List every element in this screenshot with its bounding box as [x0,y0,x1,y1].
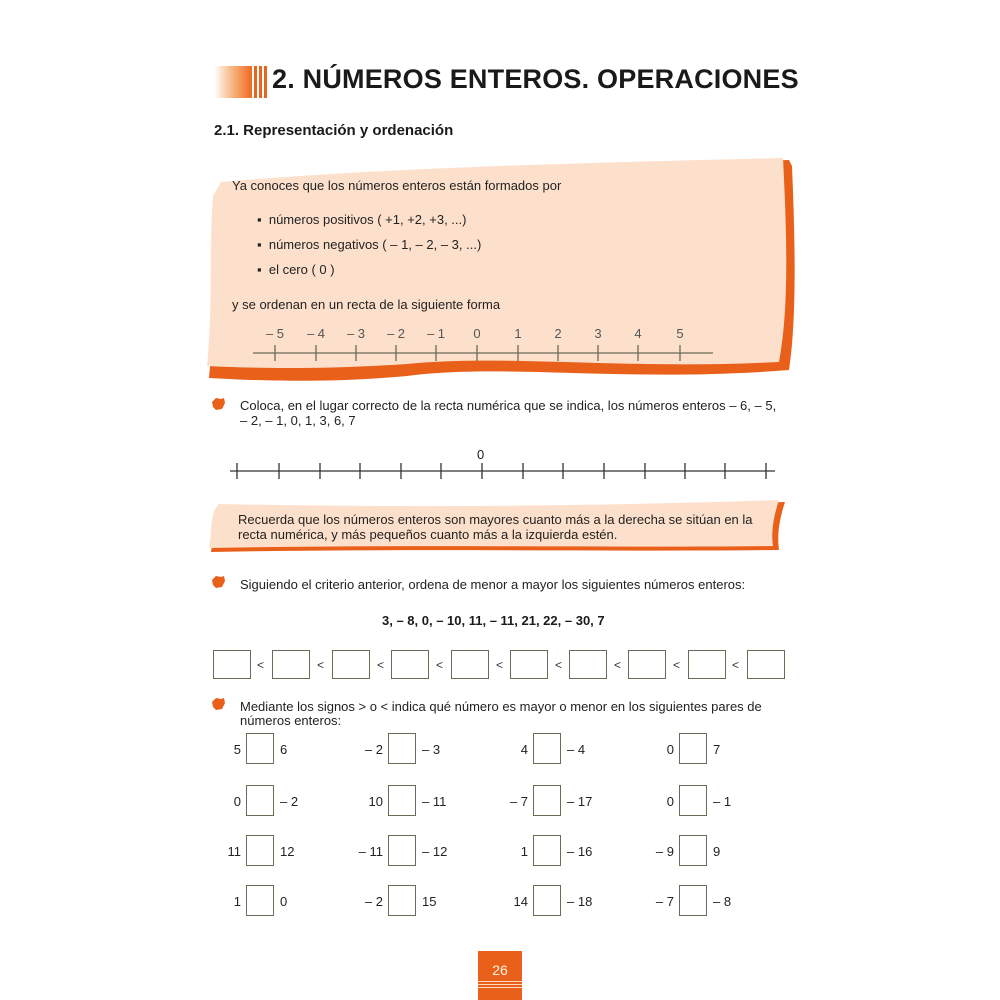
less-than-sign: < [436,658,444,672]
pair-left-number: 4 [520,742,528,757]
comparison-box[interactable] [533,733,561,764]
comparison-box[interactable] [388,885,416,916]
pair-left-number: – 2 [364,742,383,757]
comparison-box[interactable] [533,835,561,866]
pair-left-number: 5 [233,742,241,757]
reminder-text-1: Recuerda que los números enteros son mayores cuanto más a la derecha se sitúan en la [238,512,753,527]
pair-left-number: 0 [233,794,241,809]
numbers-to-order: 3, – 8, 0, – 10, 11, – 11, 21, 22, – 30, 7 [382,613,605,628]
comparison-box[interactable] [533,885,561,916]
exercise-bullet-icon [210,697,226,711]
order-box-10[interactable] [747,650,785,679]
comparison-box[interactable] [679,733,707,764]
pair-left-number: 11 [227,844,241,859]
comparison-box[interactable] [246,885,274,916]
order-box-6[interactable] [510,650,548,679]
less-than-sign: < [257,658,265,672]
pair-left-number: 0 [666,794,674,809]
pair-right-number: – 18 [567,894,593,909]
exercise2-text: Siguiendo el criterio anterior, ordena de menor a mayor los siguientes números enteros: [240,577,746,592]
comparison-box[interactable] [388,785,416,816]
pair-left-number: 10 [368,794,383,809]
less-than-sign: < [317,658,325,672]
info-bullet-3: ▪ el cero ( 0 ) [257,262,335,277]
pair-right-number: – 12 [422,844,448,859]
order-box-1[interactable] [213,650,251,679]
comparison-box[interactable] [679,885,707,916]
exercise1-text-1: Coloca, en el lugar correcto de la recta numérica que se indica, los números enteros – 6, – 5, [240,398,777,413]
order-box-9[interactable] [688,650,726,679]
info-bullet-1: ▪ números positivos ( +1, +2, +3, ...) [257,212,467,227]
order-box-8[interactable] [628,650,666,679]
section-subtitle: 2.1. Representación y ordenación [214,122,454,139]
info-bullet-2: ▪ números negativos ( – 1, – 2, – 3, ...) [257,237,482,252]
less-than-sign: < [614,658,622,672]
pair-right-number: – 17 [567,794,593,809]
order-box-4[interactable] [391,650,429,679]
order-box-7[interactable] [569,650,607,679]
pair-left-number: 14 [513,894,528,909]
reminder-text-2: recta numérica, y más pequeños cuanto más a la izquierda estén. [238,527,618,542]
order-box-2[interactable] [272,650,310,679]
order-box-3[interactable] [332,650,370,679]
page-title: 2. NÚMEROS ENTEROS. OPERACIONES [272,64,799,94]
pair-right-number: – 16 [567,844,593,859]
pair-right-number: 12 [280,844,295,859]
pair-left-number: – 7 [655,894,674,909]
less-than-sign: < [377,658,385,672]
info-intro: Ya conoces que los números enteros están formados por [232,178,562,193]
comparison-box[interactable] [679,785,707,816]
pair-right-number: – 8 [713,894,732,909]
comparison-box[interactable] [388,835,416,866]
pair-left-number: – 11 [358,844,383,859]
page-number: 26 [492,962,508,978]
pair-left-number: 1 [233,894,241,909]
pair-right-number: – 1 [713,794,732,809]
comparison-box[interactable] [533,785,561,816]
pair-left-number: 1 [520,844,528,859]
comparison-box[interactable] [246,785,274,816]
info-outro: y se ordenan en un recta de la siguiente forma [232,297,501,312]
pair-left-number: – 7 [509,794,528,809]
pair-right-number: 0 [280,894,288,909]
less-than-sign: < [732,658,740,672]
pair-right-number: – 2 [280,794,299,809]
pair-right-number: – 4 [567,742,586,757]
pair-left-number: 0 [666,742,674,757]
comparison-box[interactable] [246,733,274,764]
pair-right-number: 15 [422,894,437,909]
pair-right-number: – 3 [422,742,441,757]
pair-right-number: 6 [280,742,288,757]
exercise-bullet-icon [210,575,226,589]
zero-label: 0 [477,447,485,462]
comparison-box[interactable] [388,733,416,764]
page-number-badge [478,951,522,1000]
exercise3-text-1: Mediante los signos > o < indica qué número es mayor o menor en los siguientes pares de [240,699,762,714]
pair-right-number: 9 [713,844,721,859]
order-box-5[interactable] [451,650,489,679]
example-number-line: – 5 – 4 – 3 – 2 – 1 0 1 2 3 4 5 [265,326,684,341]
comparison-box[interactable] [679,835,707,866]
exercise3-text-2: números enteros: [240,713,342,728]
pair-left-number: – 9 [655,844,674,859]
pair-right-number: 7 [713,742,721,757]
pair-right-number: – 11 [422,794,447,809]
less-than-sign: < [496,658,504,672]
comparison-box[interactable] [246,835,274,866]
pair-left-number: – 2 [364,894,383,909]
less-than-sign: < [673,658,681,672]
exercise1-text-2: – 2, – 1, 0, 1, 3, 6, 7 [240,413,356,428]
less-than-sign: < [555,658,563,672]
